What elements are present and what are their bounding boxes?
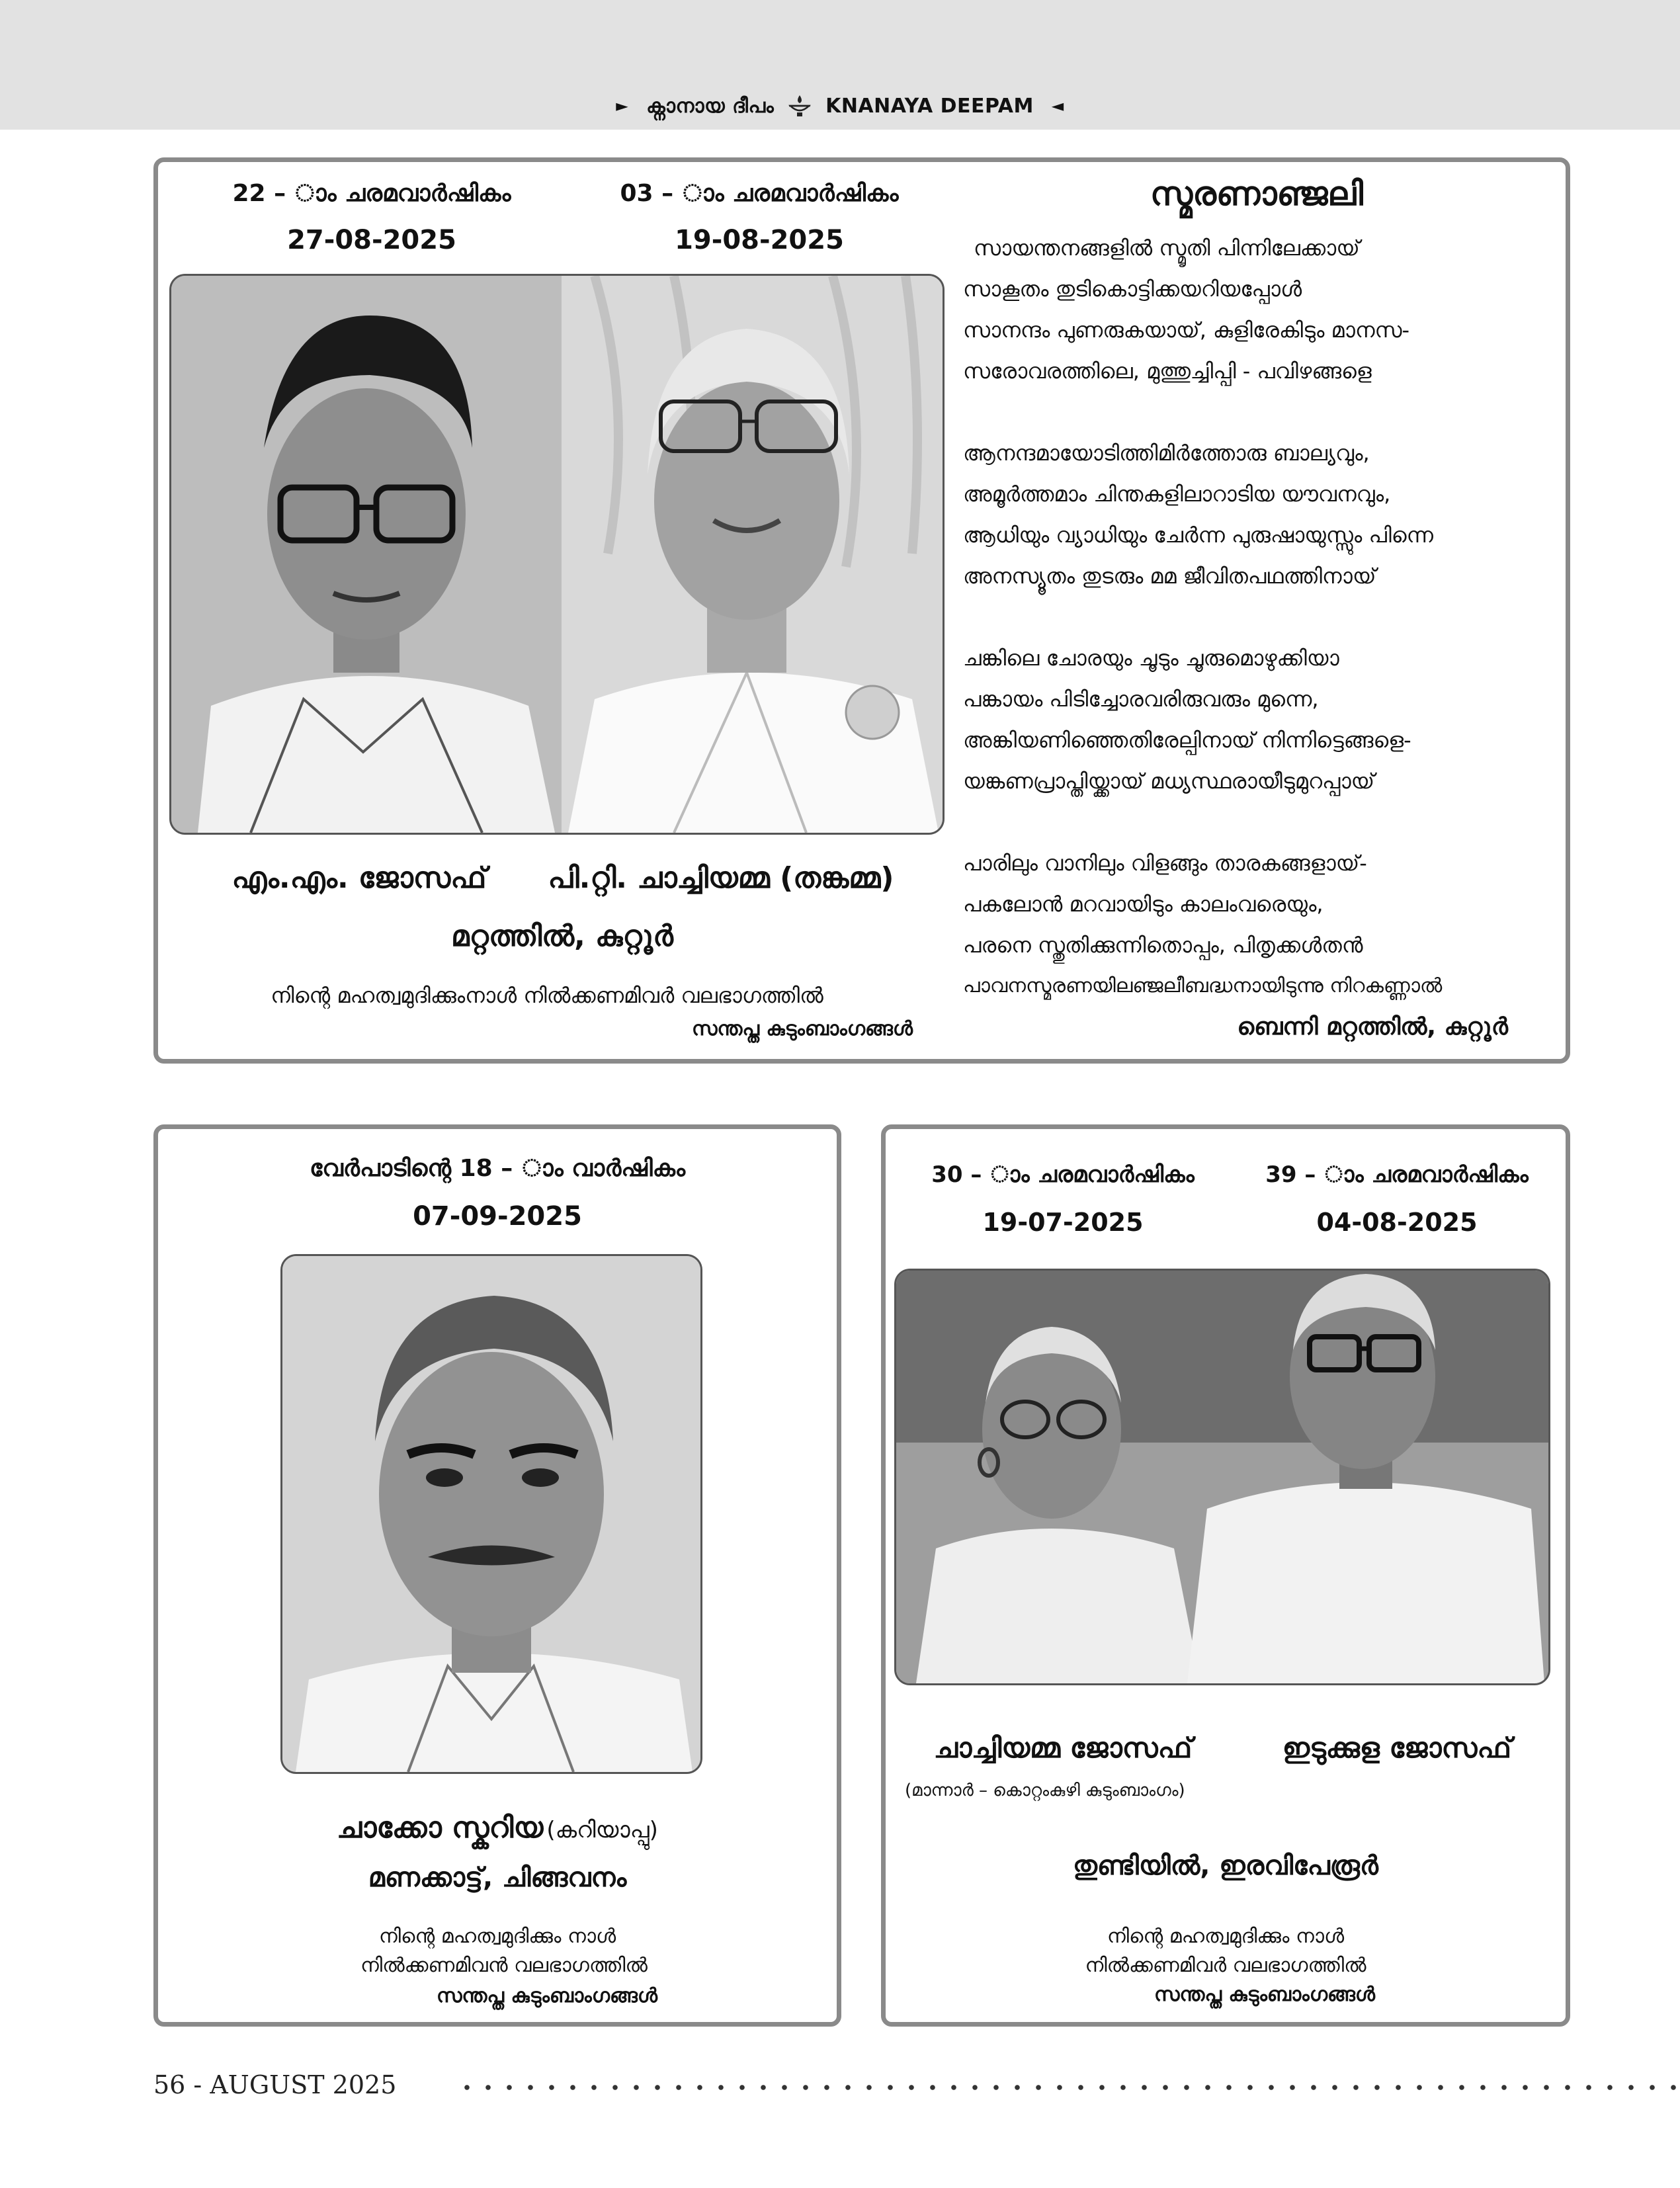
poem-line: സായന്തനങ്ങളിൽ സ്മൃതി പിന്നിലേക്കായ് <box>974 235 1360 261</box>
memorial-verse-line-2: നിൽക്കണമിവൻ വലഭാഗത്തിൽ <box>360 1954 648 1977</box>
person-name-right: പി.റ്റി. ചാച്ചിയമ്മ (തങ്കമ്മ) <box>548 861 894 895</box>
poem-line: സരോവരത്തിലെ, മുത്തുച്ചിപ്പി - പവിഴങ്ങളെ <box>963 358 1372 384</box>
portrait-illustration <box>896 1271 1548 1683</box>
portrait-photo-joseph-couple <box>894 1269 1550 1685</box>
family-origin: (മാന്നാർ – കൊറ്റംകുഴി കുടുംബാംഗം) <box>905 1781 1185 1800</box>
poem-stanza-2 <box>963 433 1558 597</box>
memorial-signoff: സന്തപ്ത കുടുംബാംഗങ്ങൾ <box>436 1984 658 2007</box>
anniversary-date-right: 04-08-2025 <box>1316 1208 1478 1237</box>
anniversary-date-left: 27-08-2025 <box>287 225 456 255</box>
poem-line: പങ്കായം പിടിച്ചോരവരിരുവരും മുന്നെ, <box>963 687 1319 712</box>
anniversary-label-right: 03 – ാം ചരമവാർഷികം <box>620 180 899 207</box>
page-number-footer: 56 - AUGUST 2025 <box>153 2070 397 2099</box>
anniversary-label-left: 30 – ാം ചരമവാർഷികം <box>931 1161 1195 1188</box>
person-name-left: എം.എം. ജോസഫ് <box>231 861 487 895</box>
header-right-arrow: ◄ <box>1051 97 1064 115</box>
oil-lamp-icon <box>786 93 813 119</box>
anniversary-label-right: 39 – ാം ചരമവാർഷികം <box>1265 1161 1529 1188</box>
anniversary-date-left: 19-07-2025 <box>982 1208 1144 1237</box>
memorial-verse: നിന്റെ മഹത്വമുദിക്കുംനാൾ നിൽക്കണമിവർ വലഭാഗത്തിൽ <box>271 983 823 1008</box>
header-left-arrow: ► <box>616 97 629 115</box>
person-name-right: ഇടുക്കുള ജോസഫ് <box>1282 1732 1512 1764</box>
poem-line: അനസ്യൂതം തുടരും മമ ജീവിതപഥത്തിനായ് <box>963 564 1376 589</box>
poem-title: സ്മരണാഞ്ജലി <box>1150 175 1363 213</box>
anniversary-label-left: 22 – ാം ചരമവാർഷികം <box>232 180 511 207</box>
poem-line: ചങ്കിലെ ചോരയും ചൂടും ചൂരുമൊഴുക്കിയാ <box>963 646 1339 671</box>
anniversary-label: വേർപാടിന്റെ 18 – ാം വാർഷികം <box>309 1155 686 1182</box>
page-header <box>0 0 1680 130</box>
poem-line: സാകൂതം തുടികൊട്ടിക്കയറിയപ്പോൾ <box>963 276 1302 302</box>
family-name: മറ്റത്തിൽ, കുറ്റൂർ <box>451 919 673 953</box>
header-malayalam-title: ക്നാനായ ദീപം <box>646 94 775 118</box>
portrait-illustration <box>282 1256 700 1772</box>
poem-stanza-1 <box>963 228 1558 392</box>
person-name-line <box>173 1811 821 1845</box>
footer-dotted-rule <box>456 2083 1680 2091</box>
poem-line: സാനന്ദം പുണരുകയായ്, കുളിരേകിടും മാനസ- <box>963 317 1410 343</box>
memorial-signoff: സന്തപ്ത കുടുംബാംഗങ്ങൾ <box>691 1017 913 1040</box>
person-name-left: ചാച്ചിയമ്മ ജോസഫ് <box>933 1732 1193 1764</box>
memorial-signoff: സന്തപ്ത കുടുംബാംഗങ്ങൾ <box>1154 1983 1376 2006</box>
poem-line: അങ്കിയണിഞ്ഞെതിരേല്പിനായ് നിന്നിട്ടെങ്ങളെ- <box>963 728 1411 753</box>
poem-stanza-4 <box>963 843 1558 1007</box>
memorial-verse-line-1: നിന്റെ മഹത്വമുദിക്കും നാൾ <box>378 1925 616 1948</box>
header-english-title: KNANAYA DEEPAM <box>825 94 1034 118</box>
memorial-verse-line-1: നിന്റെ മഹത്വമുദിക്കും നാൾ <box>1107 1925 1345 1948</box>
portrait-photo-couple <box>169 274 945 835</box>
person-name: ചാക്കോ സ്കറിയ <box>337 1811 544 1845</box>
poem-line: പാരിലും വാനിലും വിളങ്ങും താരകങ്ങളായ്- <box>963 851 1367 876</box>
portrait-photo-chacko <box>280 1254 702 1774</box>
poem-line: അമൂർത്തമാം ചിന്തകളിലാറാടിയ യൗവനവും, <box>963 482 1391 507</box>
person-nickname: (കറിയാപ്പു) <box>546 1817 658 1843</box>
portrait-illustration <box>171 276 943 833</box>
poem-stanza-3 <box>963 638 1558 802</box>
poem-line: പരനെ സ്തുതിക്കുന്നിതൊപ്പം, പിതൃക്കൾതൻ <box>963 933 1363 958</box>
poem-line: പകലോൻ മറവായിടും കാലംവരെയും, <box>963 892 1323 917</box>
poem-line: പാവനസ്മരണയിലഞ്ജലീബദ്ധനായിടുന്നു നിറകണ്ണാൽ <box>963 974 1443 997</box>
poem-line: ആധിയും വ്യാധിയും ചേർന്ന പുരുഷായുസ്സും പിന്നെ <box>963 523 1433 548</box>
poem-line: ആനന്ദമായോടിത്തിമിർത്തോരു ബാല്യവും, <box>963 441 1370 466</box>
family-name: തുണ്ടിയിൽ, ഇരവിപേരൂർ <box>1073 1851 1378 1881</box>
memorial-verse-line-2: നിൽക്കണമിവർ വലഭാഗത്തിൽ <box>1085 1954 1366 1977</box>
anniversary-date-right: 19-08-2025 <box>675 225 844 255</box>
poem-body <box>963 228 1558 1007</box>
poem-author: ബെന്നി മറ്റത്തിൽ, കുറ്റൂർ <box>1237 1013 1508 1040</box>
header-title-line <box>0 93 1680 119</box>
poem-line: യങ്കണപ്രാപ്തിയ്ക്കായ് മധ്യസ്ഥരായീടുമുറപ്പായ് <box>963 769 1375 794</box>
anniversary-date: 07-09-2025 <box>413 1201 582 1232</box>
family-name: മണക്കാട്ട്, ചിങ്ങവനം <box>368 1863 627 1893</box>
